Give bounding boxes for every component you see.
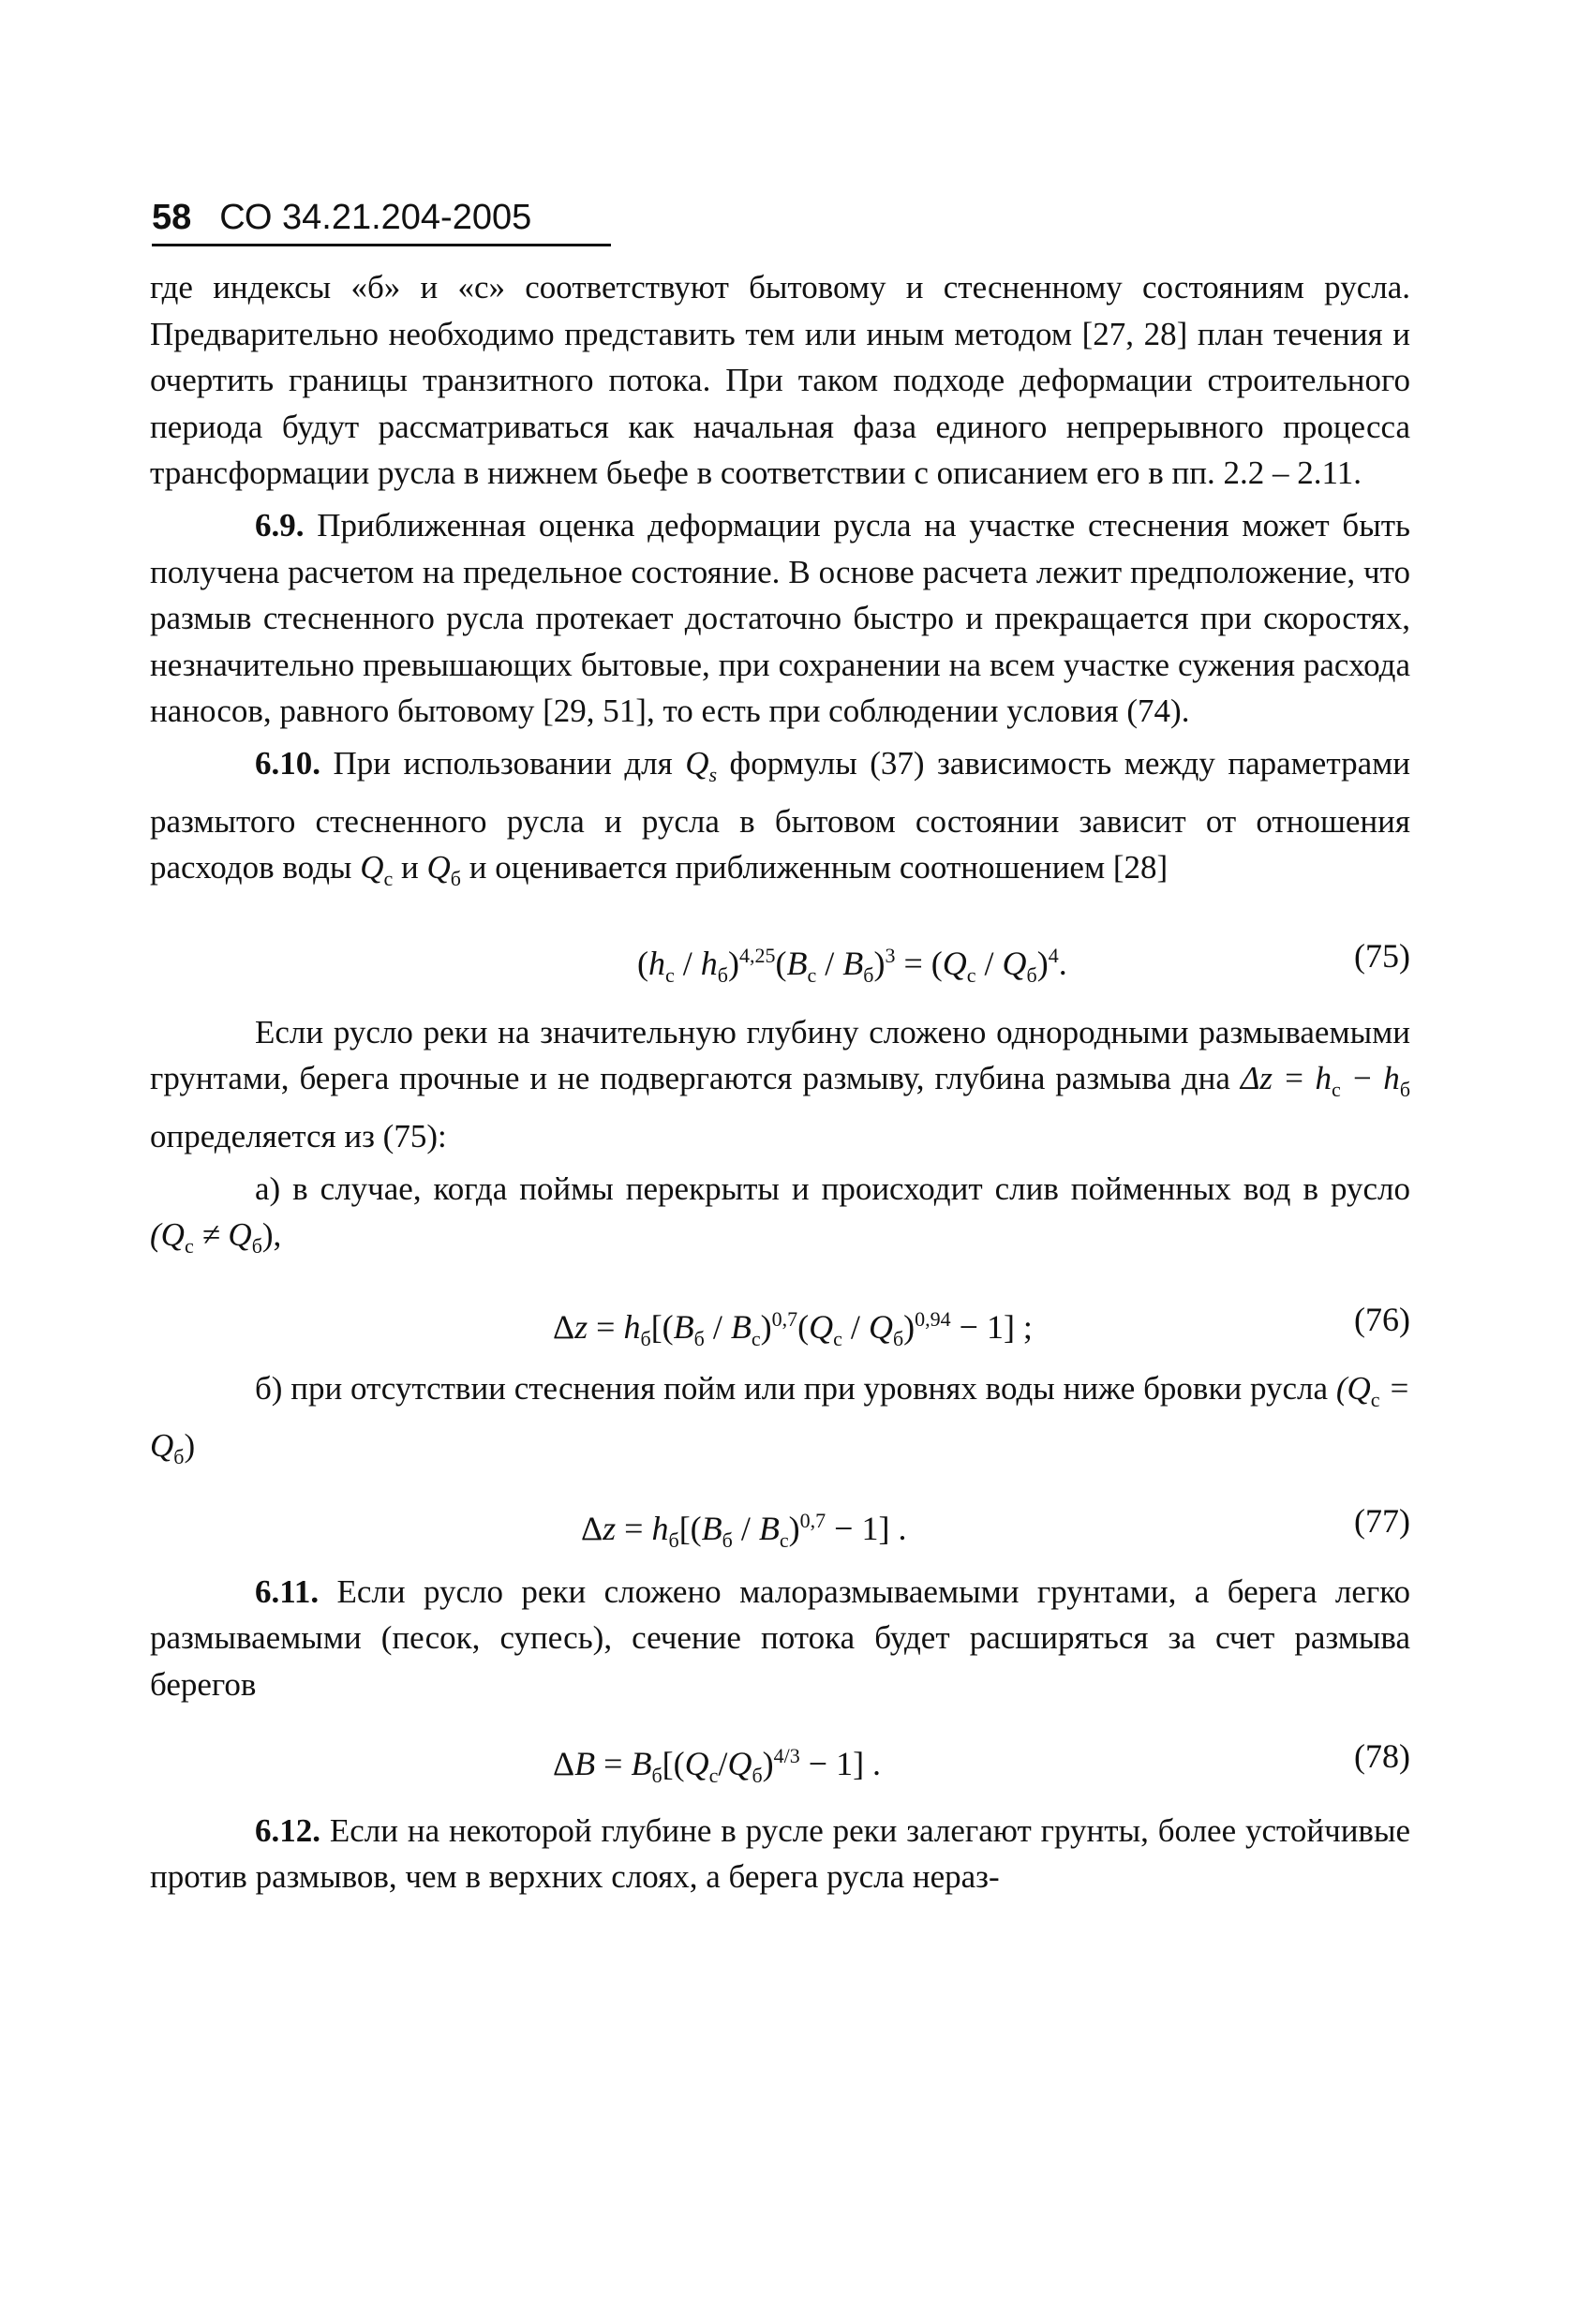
var-sub: s	[708, 762, 718, 786]
formula-expression: $\Delta B = B_б[(Q_с/Q_б)^{4/3} - 1]$ .	[553, 1743, 882, 1787]
document-code: СО 34.21.204-2005	[219, 198, 532, 237]
paragraph-text: а) в случае, когда поймы перекрыты и происходит слив пойменных вод в русло	[255, 1169, 1410, 1207]
formula-77	[150, 1486, 1410, 1556]
equation-number: (77)	[1354, 1501, 1410, 1540]
section-6-9	[150, 502, 1410, 735]
inline-formula: − h	[1340, 1060, 1400, 1097]
formula-expression: $\Delta z = h_б[(B_б / B_с)^{0,7}(Q_с / Q_б)^{0,94} - 1]$ ;	[553, 1306, 1033, 1350]
section-text: формулы (37) зависимость между параметрами размытого стесненного русла и русла в бытовом состоянии зависит от отношения расходов воды	[150, 744, 1410, 886]
var-sub: с	[184, 1234, 194, 1259]
var-q: Q	[685, 744, 709, 782]
paragraph-text: Если русло реки на значительную глубину сложено однородными размываемыми грунтами, берега прочные и не подвергаются размыву, глубина размыва дна	[150, 1013, 1410, 1097]
section-number: 6.11.	[255, 1572, 320, 1610]
running-header	[152, 197, 611, 246]
case-a	[150, 1166, 1410, 1270]
inline-formula: (Q	[150, 1216, 185, 1254]
equation-number: (76)	[1354, 1300, 1410, 1338]
var-q: Q	[360, 849, 384, 886]
formula-76	[150, 1285, 1410, 1354]
case-b	[150, 1365, 1410, 1481]
inline-formula: (Q	[1335, 1369, 1371, 1407]
section-6-12	[150, 1808, 1410, 1900]
section-6-11	[150, 1569, 1410, 1708]
section-number: 6.9.	[255, 506, 305, 544]
section-number: 6.10.	[255, 744, 320, 782]
body-text	[150, 264, 1410, 1900]
var-q: Q	[426, 849, 451, 886]
inline-formula: ),	[261, 1216, 282, 1254]
var-sub: с	[1370, 1387, 1380, 1411]
formula-expression: $(h_с / h_б)^{4,25}(B_с / B_б)^3 = (Q_с / Q_б)^4$.	[637, 943, 1067, 987]
var-sub: с	[1332, 1078, 1341, 1102]
inline-formula: )	[184, 1427, 196, 1465]
equation-number: (78)	[1354, 1736, 1410, 1775]
section-number: 6.12.	[255, 1811, 320, 1849]
section-text: Приближенная оценка деформации русла на участке стеснения может быть получена расчетом на предельное состояние. В основе расчета лежит предположение, что размыв стесненного русла протекает достаточно быстро и прекращается при скоростях, незначительно превышающих бытовые, при сохранении на всем участке сужения расхода наносов, равного бытовому [29, 51], то есть при соблюдении условия (74).	[150, 506, 1410, 730]
inline-formula: = Q	[150, 1369, 1410, 1465]
paragraph-text: определяется из (75):	[150, 1117, 447, 1155]
equation-number: (75)	[1354, 936, 1410, 975]
var-sub: б	[173, 1445, 185, 1469]
inline-formula: ≠ Q	[193, 1216, 252, 1254]
paragraph-river	[150, 1009, 1410, 1160]
formula-78	[150, 1721, 1410, 1791]
var-sub: б	[450, 867, 461, 891]
formula-expression: $\Delta z = h_б[(B_б / B_с)^{0,7} - 1]$ .	[581, 1508, 907, 1553]
section-text: и оценивается приближенным соотношением [28]	[460, 849, 1169, 886]
section-text: Если на некоторой глубине в русле реки залегают грунты, более устойчивые против размывов, чем в верхних слоях, а берега русла нераз-	[150, 1811, 1410, 1896]
formula-75	[150, 921, 1410, 991]
page-number: 58	[152, 198, 192, 237]
section-6-10	[150, 740, 1410, 902]
section-text: Если русло реки сложено малоразмываемыми грунтами, а берега легко размываемыми (песок, супесь), сечение потока будет расширяться за счет размыва берегов	[150, 1572, 1410, 1704]
paragraph-intro: где индексы «б» и «с» соответствуют бытовому и стесненному состояниям русла. Предварительно необходимо представить тем или иным методом [27, 28] план течения и очертить границы транзитного потока. При таком подходе деформации строительного периода будут рассматриваться как начальная фаза единого непрерывного процесса трансформации русла в нижнем бьефе в соответствии с описанием его в пп. 2.2 – 2.11.	[150, 269, 1410, 492]
paragraph-text: б) при отсутствии стеснения пойм или при уровнях воды ниже бровки русла	[255, 1369, 1336, 1407]
var-sub: б	[251, 1234, 262, 1259]
var-sub: б	[1399, 1078, 1411, 1102]
section-text: При использовании для	[320, 744, 686, 782]
var-sub: с	[383, 867, 394, 891]
inline-formula: Δz = h	[1240, 1060, 1332, 1097]
section-text: и	[393, 849, 427, 886]
